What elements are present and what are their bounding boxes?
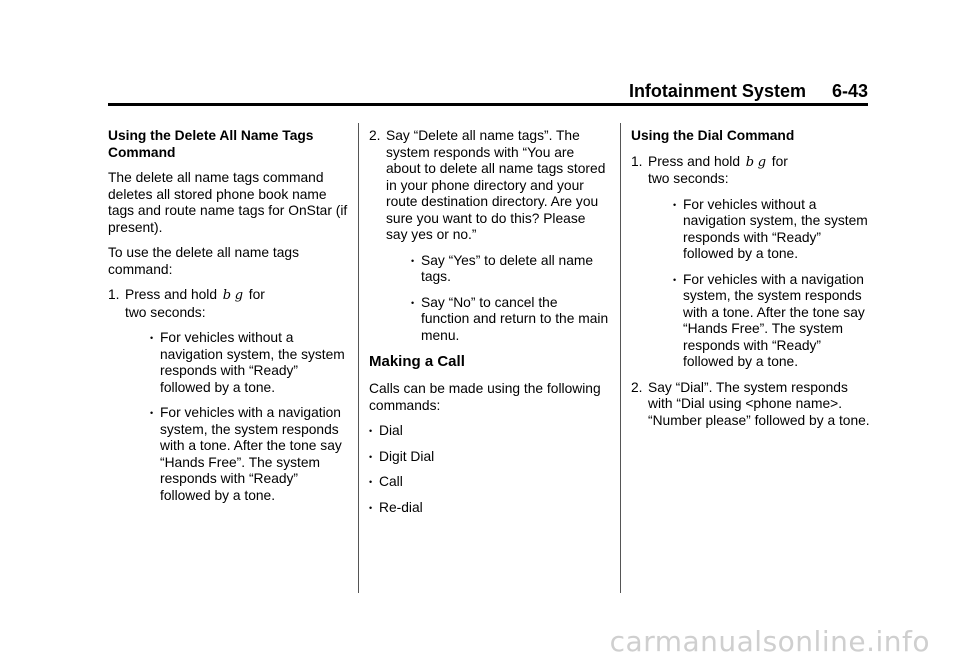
step-text: two seconds: xyxy=(648,171,729,186)
header-rule xyxy=(108,103,868,106)
column-3 xyxy=(631,128,871,438)
section-title: Infotainment System xyxy=(628,81,806,101)
step-2 xyxy=(369,128,609,244)
step-text: Press and hold xyxy=(648,153,741,169)
section-heading: Using the Delete All Name Tags Command xyxy=(108,128,314,160)
paragraph: To use the delete all name tags command: xyxy=(108,245,299,277)
list-item: • For vehicles with a navigation system, the system responds with a tone. After the tone say “Hands Free”. The system responds with “Ready” followed by a tone. xyxy=(150,405,342,503)
paragraph: Calls can be made using the following commands: xyxy=(369,381,601,413)
list-item: • Say “No” to cancel the function and return to the main menu. xyxy=(411,294,609,343)
talk-button-icon: b xyxy=(745,154,755,170)
step-text: for xyxy=(248,287,265,302)
talk-button-icon: b xyxy=(222,288,232,303)
bullet-icon: • xyxy=(411,255,415,266)
list-item: • For vehicles with a navigation system, the system responds with a tone. After the tone say “Hands Free”. The system responds with “Ready” followed by a tone. xyxy=(673,271,865,369)
list-item: • Digit Dial xyxy=(369,448,435,464)
step-number: 2. xyxy=(369,128,381,143)
column-1 xyxy=(108,128,348,513)
page-header xyxy=(108,80,868,102)
paragraph: The delete all name tags command deletes all stored phone book name tags and route name tags for OnStar (if present). xyxy=(108,170,348,235)
step-text: for xyxy=(771,153,788,169)
bullet-icon: • xyxy=(369,502,373,513)
step-1 xyxy=(108,287,348,321)
list-item: • Dial xyxy=(369,423,403,438)
voice-button-icon: g xyxy=(757,154,767,170)
column-divider xyxy=(620,123,621,593)
step-text: Say “Delete all name tags”. The system responds with “You are about to delete all name tags stored in your phone directory and your route destination directory. Are you sure you want to do this? Please say yes or no.” xyxy=(386,128,606,242)
step-text: Say “Dial”. The system responds with “Dial using <phone name>. “Number please” followed by a tone. xyxy=(648,379,870,428)
step-text: Press and hold xyxy=(125,287,218,302)
list-item: • For vehicles without a navigation system, the system responds with “Ready” followed by a tone. xyxy=(150,330,345,395)
step-number: 1. xyxy=(108,287,120,302)
step-number: 2. xyxy=(631,379,643,395)
bullet-icon: • xyxy=(369,451,373,462)
voice-button-icon: g xyxy=(234,288,244,303)
step-number: 1. xyxy=(631,153,643,169)
bullet-icon: • xyxy=(411,297,415,308)
list-item: • Re-dial xyxy=(369,499,423,515)
section-heading: Making a Call xyxy=(369,353,465,370)
bullet-icon: • xyxy=(150,408,154,418)
bullet-icon: • xyxy=(673,199,677,210)
list-item: • Call xyxy=(369,474,403,489)
column-2 xyxy=(369,128,609,525)
bullet-icon: • xyxy=(673,274,677,285)
list-item: • For vehicles without a navigation system, the system responds with “Ready” followed by a tone. xyxy=(673,196,868,261)
watermark: carmanualsonline.info xyxy=(609,625,930,658)
page-number: 6-43 xyxy=(831,81,868,101)
step-2 xyxy=(631,380,871,430)
step-text: two seconds: xyxy=(125,304,206,320)
section-heading: Using the Dial Command xyxy=(631,128,795,143)
step-1 xyxy=(631,154,871,188)
bullet-icon: • xyxy=(369,477,373,487)
bullet-icon: • xyxy=(150,333,154,343)
column-divider xyxy=(358,123,359,593)
list-item: • Say “Yes” to delete all name tags. xyxy=(411,252,594,284)
bullet-icon: • xyxy=(369,426,373,436)
